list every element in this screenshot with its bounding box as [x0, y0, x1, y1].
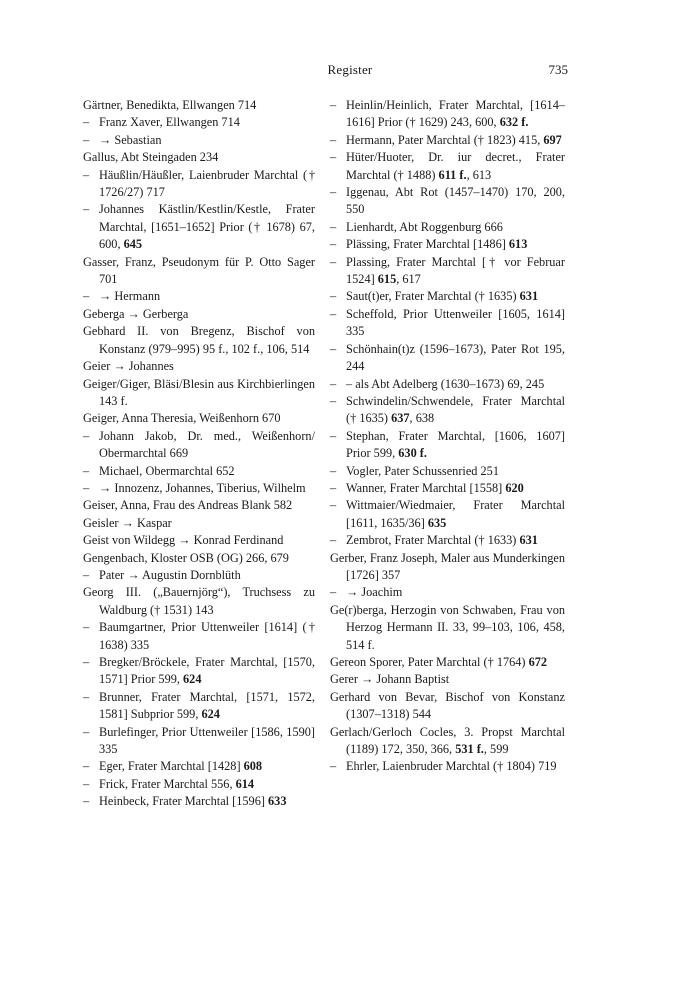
index-subentry: [83, 114, 315, 131]
entry-text: Eger, Frater Marchtal [1428]: [99, 759, 244, 774]
entry-text: → Sebastian: [99, 132, 162, 147]
index-subentry: [83, 463, 315, 480]
index-subentry: [83, 288, 315, 305]
entry-text: Plassing, Frater Marchtal [† vor Februar 1524]: [346, 254, 565, 287]
entry-text: Iggenau, Abt Rot (1457–1470) 170, 200, 550: [346, 185, 565, 217]
entry-text: Gallus, Abt Steingaden 234: [83, 150, 219, 165]
entry-text: Brunner, Frater Marchtal, [1571, 1572, 1581] Subprior 599,: [99, 689, 315, 722]
main-reference-page: 635: [427, 515, 447, 530]
page-number: 735: [548, 62, 568, 77]
index-entry: [83, 550, 315, 567]
main-reference-page: 633: [268, 794, 287, 809]
entry-text: Gerhard von Bevar, Bischof von Konstanz (1307–1318) 544: [330, 689, 565, 722]
entry-text: Geier → Johannes: [83, 359, 174, 374]
entry-text: Burlefinger, Prior Uttenweiler [1586, 1590] 335: [99, 724, 315, 757]
entry-text: Gengenbach, Kloster OSB (OG) 266, 679: [83, 550, 289, 565]
index-subentry: [83, 793, 315, 810]
entry-text: Lienhardt, Abt Roggenburg 666: [346, 219, 503, 234]
entry-text: Geiser, Anna, Frau des Andreas Blank 582: [83, 498, 293, 513]
page-header: [0, 62, 700, 82]
index-entry: [83, 376, 315, 411]
entry-text-after: , 638: [409, 411, 435, 426]
index-entry: [83, 410, 315, 427]
entry-text: Gerber, Franz Joseph, Maler aus Munderkingen [1726] 357: [330, 550, 565, 582]
index-subentry: [83, 132, 315, 149]
entry-text: Gereon Sporer, Pater Marchtal († 1764): [330, 655, 529, 669]
index-entry: [83, 149, 315, 166]
entry-text: Gerlach/Gerloch Cocles, 3. Propst Marchtal (1189) 172, 350, 366,: [330, 724, 565, 757]
main-reference-page: 697: [543, 132, 562, 147]
index-subentry: [330, 497, 565, 532]
main-reference-page: 624: [201, 707, 220, 722]
index-entry: [83, 515, 315, 532]
entry-text-after: , 599: [483, 742, 509, 757]
index-subentry: [83, 689, 315, 724]
index-subentry: [330, 149, 565, 184]
index-entry: [330, 550, 565, 585]
main-reference-page: 531 f.: [455, 742, 484, 757]
entry-text: Frick, Frater Marchtal 556,: [99, 776, 236, 791]
entry-text-after: , 613: [466, 167, 492, 182]
index-subentry: [83, 619, 315, 654]
index-entry: [83, 584, 315, 619]
main-reference-page: 615: [377, 272, 397, 287]
index-subentry: [330, 758, 565, 775]
entry-text: Franz Xaver, Ellwangen 714: [99, 115, 240, 130]
main-reference-page: 672: [528, 655, 548, 669]
index-subentry: [330, 97, 565, 132]
index-entry: [83, 532, 315, 549]
index-entry: [330, 602, 565, 654]
index-subentry: [83, 567, 315, 584]
entry-text: Plässing, Frater Marchtal [1486]: [346, 237, 509, 252]
entry-text: Heinlin/Heinlich, Frater Marchtal, [1614–1616] Prior († 1629) 243, 600,: [346, 98, 565, 130]
entry-text: Ge(r)berga, Herzogin von Schwaben, Frau von Herzog Hermann II. 33, 99–103, 106, 458, 514 f.: [330, 602, 565, 652]
index-subentry: [83, 654, 315, 689]
index-subentry: [83, 201, 315, 253]
index-subentry: [330, 428, 565, 463]
index-entry: [83, 97, 315, 114]
entry-text: Gärtner, Benedikta, Ellwangen 714: [83, 98, 257, 112]
index-subentry: [330, 254, 565, 289]
index-subentry: [330, 532, 565, 549]
entry-text: → Hermann: [99, 289, 161, 304]
main-reference-page: 624: [183, 672, 202, 687]
main-reference-page: 645: [123, 237, 143, 252]
entry-text-after: , 617: [396, 272, 421, 287]
entry-text: Heinbeck, Frater Marchtal [1596]: [99, 794, 269, 809]
entry-text: Geiger, Anna Theresia, Weißenhorn 670: [83, 411, 281, 426]
entry-text: Ehrler, Laienbruder Marchtal († 1804) 719: [346, 759, 557, 774]
entry-text: Hüter/Huoter, Dr. iur decret., Frater Marchtal († 1488): [346, 150, 565, 182]
index-entry: [83, 306, 315, 323]
entry-text: Häußlin/Häußler, Laienbruder Marchtal († 1726/27) 717: [99, 167, 315, 200]
index-subentry: [330, 480, 565, 497]
entry-text: Saut(t)er, Frater Marchtal († 1635): [346, 289, 520, 304]
main-reference-page: 632 f.: [499, 115, 529, 130]
index-subentry: [330, 184, 565, 219]
index-subentry: [330, 376, 565, 393]
index-column-left: [83, 97, 315, 811]
index-subentry: [330, 236, 565, 253]
entry-text: Vogler, Pater Schussenried 251: [346, 463, 499, 478]
main-reference-page: 620: [505, 480, 524, 495]
entry-text: Gasser, Franz, Pseudonym für P. Otto Sager 701: [83, 254, 315, 287]
entry-text: Geist von Wildegg → Konrad Ferdinand: [83, 533, 284, 548]
index-entry: [83, 497, 315, 514]
index-subentry: [330, 393, 565, 428]
entry-text: Zembrot, Frater Marchtal († 1633): [346, 533, 520, 548]
index-subentry: [330, 584, 565, 601]
entry-text: Johannes Kästlin/Kestlin/Kestle, Frater Marchtal, [1651–1652] Prior († 1678) 67, 600,: [99, 202, 315, 252]
index-subentry: [83, 167, 315, 202]
entry-text: Gerer → Johann Baptist: [330, 672, 450, 687]
entry-text: Geisler → Kaspar: [83, 515, 172, 530]
index-subentry: [330, 306, 565, 341]
index-subentry: [83, 428, 315, 463]
main-reference-page: 608: [243, 759, 263, 774]
entry-text: Hermann, Pater Marchtal († 1823) 415,: [346, 132, 544, 147]
entry-text: – als Abt Adelberg (1630–1673) 69, 245: [346, 376, 545, 391]
entry-text: Schwindelin/Schwendele, Frater Marchtal († 1635): [346, 393, 565, 426]
entry-text: Stephan, Frater Marchtal, [1606, 1607] Prior 599,: [346, 428, 565, 461]
entry-text: Schönhain(t)z (1596–1673), Pater Rot 195, 244: [346, 341, 565, 374]
entry-text: Geberga → Gerberga: [83, 306, 189, 321]
index-subentry: [83, 758, 315, 775]
index-entry: [83, 323, 315, 358]
main-reference-page: 614: [235, 776, 255, 791]
index-entry: [330, 689, 565, 724]
entry-text: → Innozenz, Johannes, Tiberius, Wilhelm: [99, 480, 306, 495]
main-reference-page: 637: [391, 411, 410, 426]
index-subentry: [83, 480, 315, 497]
entry-text: Wittmaier/Wiedmaier, Frater Marchtal [1611, 1635/36]: [346, 498, 565, 530]
entry-text: Baumgartner, Prior Uttenweiler [1614] († 1638) 335: [99, 620, 315, 652]
index-entry: [330, 654, 565, 671]
running-head: Register: [327, 62, 373, 77]
index-subentry: [83, 776, 315, 793]
index-subentry: [330, 463, 565, 480]
main-reference-page: 611 f.: [438, 167, 467, 182]
index-subentry: [330, 132, 565, 149]
entry-text: Geiger/Giger, Bläsi/Blesin aus Kirchbierlingen 143 f.: [83, 376, 315, 408]
entry-text: → Joachim: [346, 585, 403, 600]
index-subentry: [330, 341, 565, 376]
index-entry: [83, 358, 315, 375]
entry-text: Georg III. („Bauernjörg“), Truchsess zu Waldburg († 1531) 143: [83, 585, 315, 617]
index-subentry: [83, 724, 315, 759]
index-column-right: [330, 97, 565, 776]
entry-text: Johann Jakob, Dr. med., Weißenhorn/ Obermarchtal 669: [99, 428, 315, 461]
entry-text: Scheffold, Prior Uttenweiler [1605, 1614] 335: [346, 306, 565, 339]
index-subentry: [330, 288, 565, 305]
entry-text: Pater → Augustin Dornblüth: [99, 567, 241, 582]
entry-text: Wanner, Frater Marchtal [1558]: [346, 480, 506, 495]
main-reference-page: 613: [508, 237, 528, 252]
main-reference-page: 631: [519, 289, 539, 304]
entry-text: Michael, Obermarchtal 652: [99, 463, 235, 478]
entry-text: Bregker/Bröckele, Frater Marchtal, [1570, 1571] Prior 599,: [99, 655, 315, 687]
index-entry: [330, 724, 565, 759]
main-reference-page: 630 f.: [398, 446, 427, 461]
index-entry: [330, 671, 565, 688]
index-entry: [83, 254, 315, 289]
entry-text: Gebhard II. von Bregenz, Bischof von Konstanz (979–995) 95 f., 102 f., 106, 514: [83, 324, 315, 356]
main-reference-page: 631: [519, 533, 538, 548]
index-subentry: [330, 219, 565, 236]
